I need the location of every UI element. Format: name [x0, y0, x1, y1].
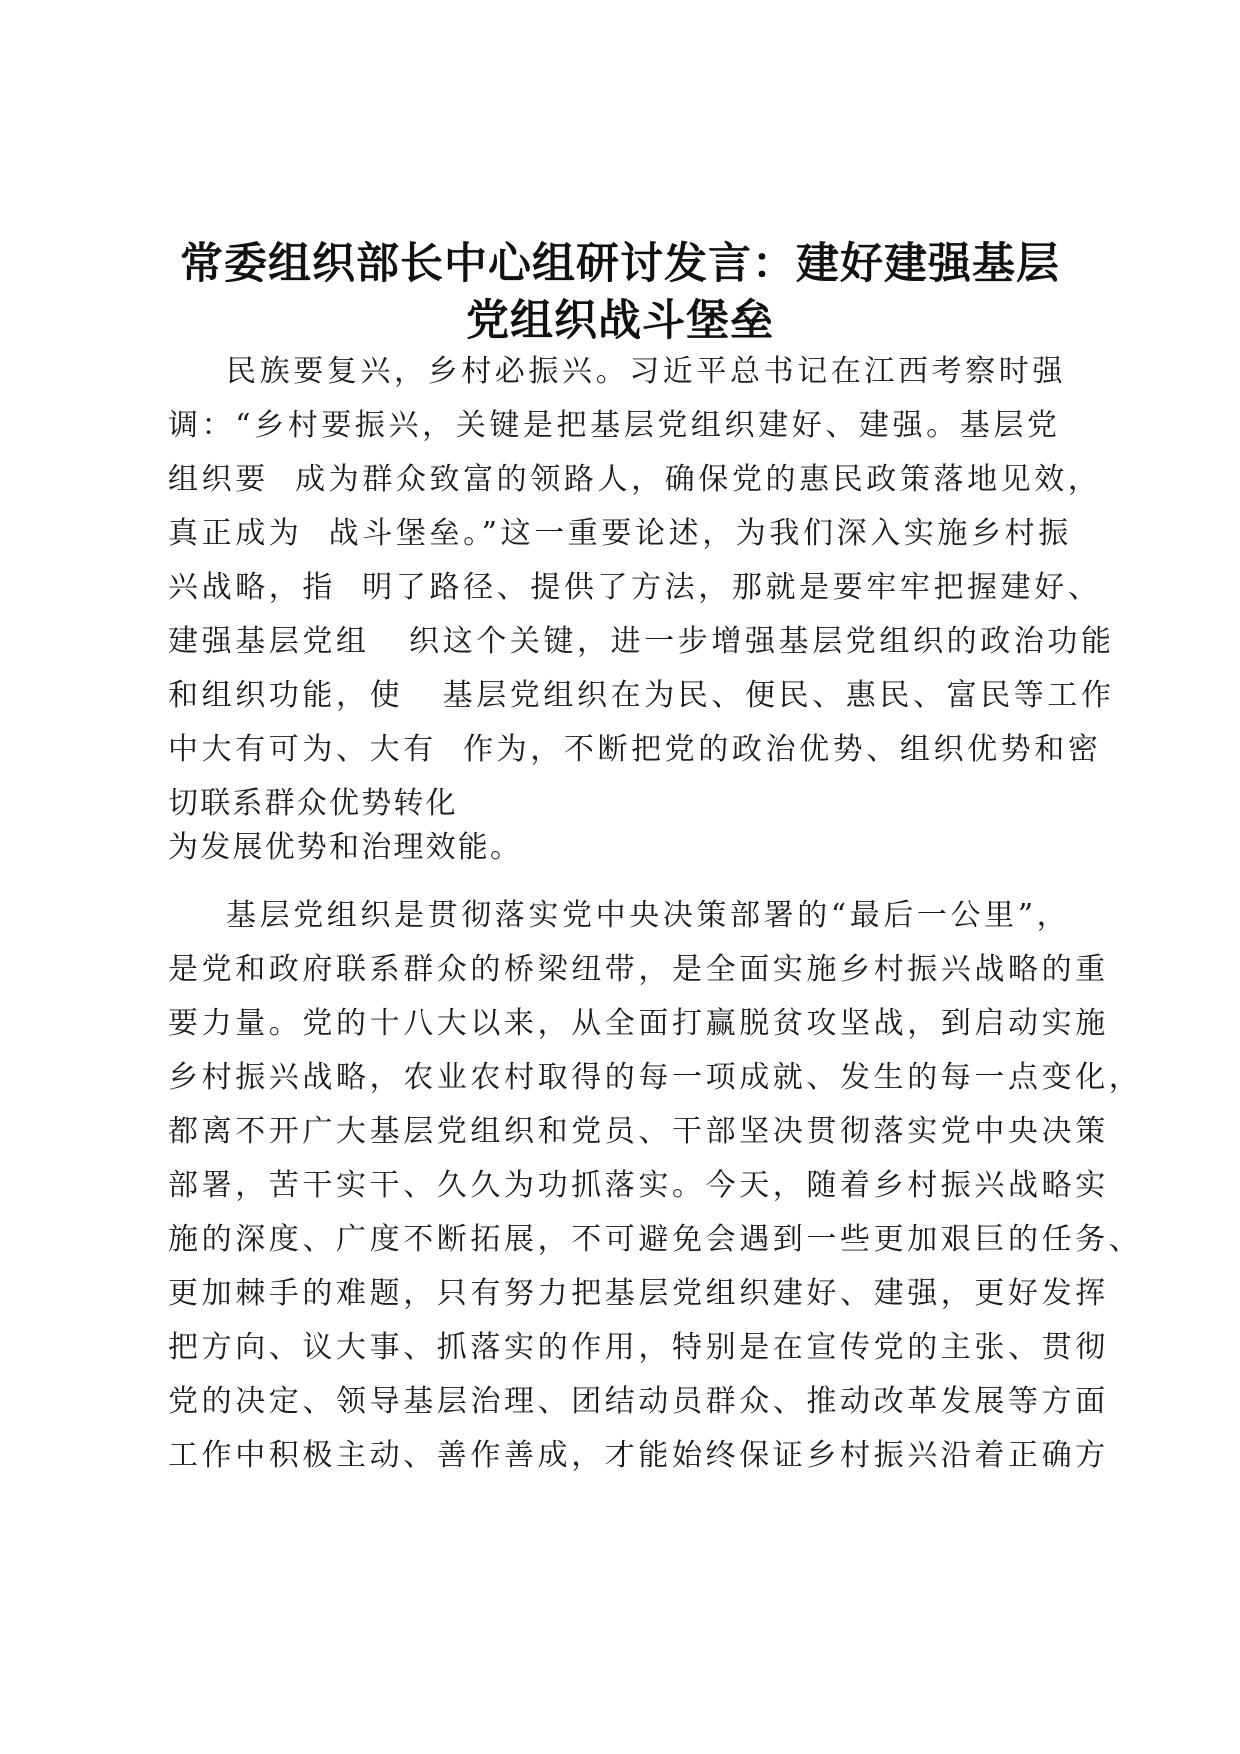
paragraph-1-line-10: 为发展优势和治理效能。 — [168, 830, 523, 865]
paragraph-2-line-10: 党的决定、领导基层治理、团结动员群众、推动改革发展等方面 — [168, 1384, 1109, 1419]
paragraph-1-line-4: 真正成为 战斗堡垒。”这一重要论述，为我们深入实施乡村振 — [168, 516, 1072, 551]
paragraph-2-line-7: 施的深度、广度不断拓展，不可避免会遇到一些更加艰巨的任务、 — [168, 1222, 1143, 1257]
paragraph-1-line-3: 组织要 成为群众致富的领路人，确保党的惠民政策落地见效， — [168, 462, 1102, 497]
paragraph-1-line-7: 和组织功能，使 基层党组织在为民、便民、惠民、富民等工作 — [168, 678, 1115, 713]
paragraph-1-line-2: 调：“乡村要振兴，关键是把基层党组织建好、建强。基层党 — [168, 408, 1061, 443]
document-title-line-2: 党组织战斗堡垒 — [466, 296, 774, 346]
paragraph-2-line-6: 部署，苦干实干、久久为功抓落实。今天，随着乡村振兴战略实 — [168, 1168, 1109, 1203]
paragraph-1-line-9: 切联系群众优势转化 — [168, 786, 458, 821]
paragraph-1-line-6: 建强基层党组 织这个关键，进一步增强基层党组织的政治功能 — [168, 624, 1115, 659]
paragraph-1-line-8: 中大有可为、大有 作为，不断把党的政治优势、组织优势和密 — [168, 732, 1102, 767]
paragraph-1-line-5: 兴战略，指 明了路径、提供了方法，那就是要牢牢把握建好、 — [168, 570, 1102, 605]
paragraph-2-line-3: 要力量。党的十八大以来，从全面打赢脱贫攻坚战，到启动实施 — [168, 1006, 1109, 1041]
paragraph-1-line-1: 民族要复兴，乡村必振兴。习近平总书记在江西考察时强 — [226, 354, 1066, 389]
paragraph-2-line-8: 更加棘手的难题，只有努力把基层党组织建好、建强，更好发挥 — [168, 1276, 1109, 1311]
paragraph-2-line-11: 工作中积极主动、善作善成，才能始终保证乡村振兴沿着正确方 — [168, 1438, 1109, 1473]
paragraph-2-line-5: 都离不开广大基层党组织和党员、干部坚决贯彻落实党中央决策 — [168, 1114, 1109, 1149]
paragraph-2-line-1: 基层党组织是贯彻落实党中央决策部署的“最后一公里”， — [226, 898, 1071, 933]
document-title-line-1: 常委组织部长中心组研讨发言：建好建强基层 — [180, 239, 1060, 289]
paragraph-2-line-2: 是党和政府联系群众的桥梁纽带，是全面实施乡村振兴战略的重 — [168, 952, 1109, 987]
paragraph-2-line-9: 把方向、议大事、抓落实的作用，特别是在宣传党的主张、贯彻 — [168, 1330, 1109, 1365]
paragraph-2-line-4: 乡村振兴战略，农业农村取得的每一项成就、发生的每一点变化， — [168, 1060, 1143, 1095]
